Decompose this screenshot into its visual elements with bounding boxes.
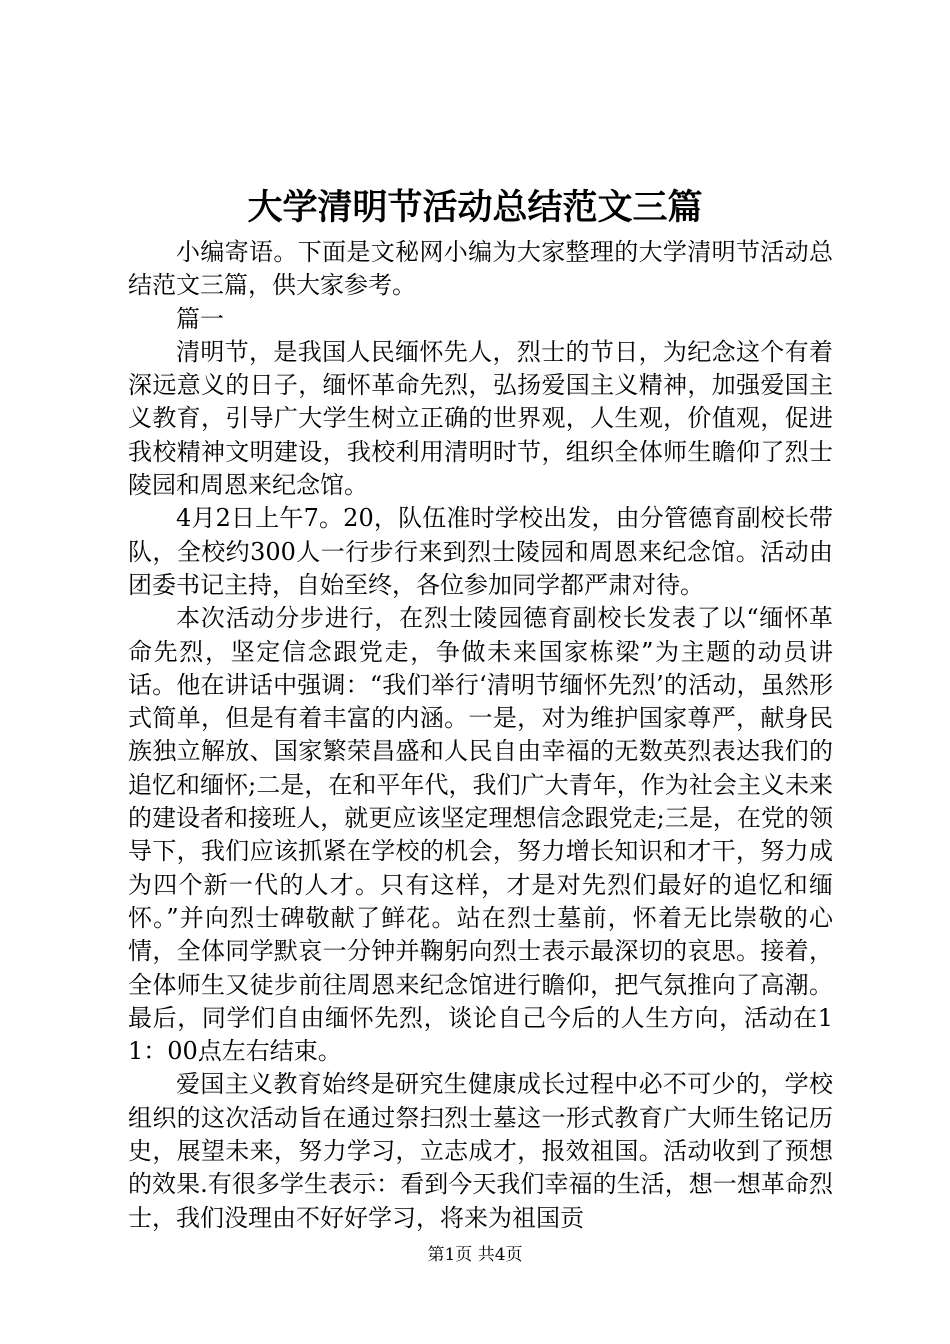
paragraph-4: 爱国主义教育始终是研究生健康成长过程中必不可少的，学校组织的这次活动旨在通过祭扫烈士墓这一形式教育广大师生铭记历史，展望未来，努力学习，立志成才，报效祖国。活动收到了预想的效果.有很多学生表示：看到今天我们幸福的生活，想一想革命烈士，我们没理由不好好学习，将来为祖国贡 <box>128 1070 833 1232</box>
page-footer: 第1页 共4页 <box>427 1245 523 1265</box>
paragraph-3: 本次活动分步进行，在烈士陵园德育副校长发表了以“缅怀革命先烈，坚定信念跟党走，争做未来国家栋梁”为主题的动员讲话。他在讲话中强调：“我们举行‘清明节缅怀先烈’的活动，虽然形式简单，但是有着丰富的内涵。一是，对为维护国家尊严，献身民族独立解放、国家繁荣昌盛和人民自由幸福的无数英烈表达我们的追忆和缅怀;二是，在和平年代，我们广大青年，作为社会主义未来的建设者和接班人，就更应该坚定理想信念跟党走;三是，在党的领导下，我们应该抓紧在学校的机会，努力增长知识和才干，努力成为四个新一代的人才。只有这样，才是对先烈们最好的追忆和缅怀。”并向烈士碑敬献了鲜花。站在烈士墓前，怀着无比崇敬的心情，全体同学默哀一分钟并鞠躬向烈士表示最深切的哀思。接着，全体师生又徒步前往周恩来纪念馆进行瞻仰，把气氛推向了高潮。最后，同学们自由缅怀先烈，谈论自己今后的人生方向，活动在11：00点左右结束。 <box>128 604 833 1066</box>
paragraph-section-heading: 篇一 <box>176 304 224 333</box>
document-body <box>128 236 833 1235</box>
paragraph-intro: 小编寄语。下面是文秘网小编为大家整理的大学清明节活动总结范文三篇，供大家参考。 <box>128 238 833 300</box>
paragraph-2: 4月2日上午7。20，队伍准时学校出发，由分管德育副校长带队，全校约300人一行步行来到烈士陵园和周恩来纪念馆。活动由团委书记主持，自始至终，各位参加同学都严肃对待。 <box>128 504 833 599</box>
document-title: 大学清明节活动总结范文三篇 <box>247 187 703 228</box>
paragraph-1: 清明节，是我国人民缅怀先人，烈士的节日，为纪念这个有着深远意义的日子，缅怀革命先烈，弘扬爱国主义精神，加强爱国主义教育，引导广大学生树立正确的世界观，人生观，价值观，促进我校精神文明建设，我校利用清明时节，组织全体师生瞻仰了烈士陵园和周恩来纪念馆。 <box>128 337 833 500</box>
